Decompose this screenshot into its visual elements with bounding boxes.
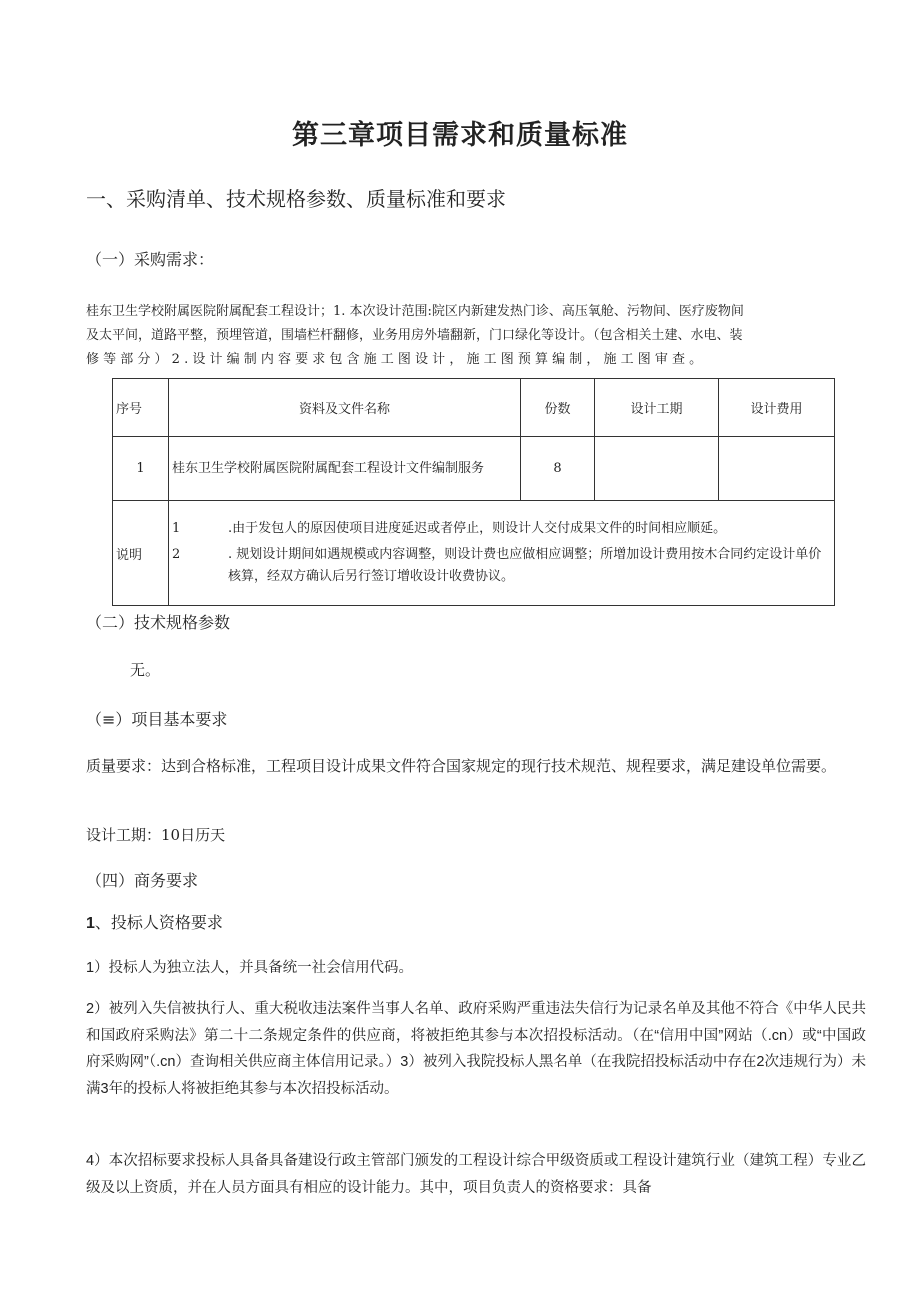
cell-design-fee [719,437,835,501]
quality-requirement: 质量要求：达到合格标准，工程项目设计成果文件符合国家规定的现行技术规范、规程要求，满足建设单位需要。 [86,757,837,775]
header-serial: 序号 [113,379,169,437]
note-content [169,501,835,606]
table-header-row [113,379,835,437]
item-number: 1 [86,915,95,932]
subheading-business-requirements: （四）商务要求 [86,871,199,890]
intro-line-1: 桂东卫生学校附属医院附属配套工程设计；1. 本次设计范围:院区内新建发热门诊、高压氧舱、污物间、医疗废物间 [86,304,744,319]
intro-paragraph [86,300,866,372]
subheading-technical-specs: （二）技术规格参数 [86,613,231,632]
note-text: .由于发包人的原因使项目进度延迟或者停止，则设计人交付成果文件的时间相应顺延。 [228,521,727,536]
note-number: 1 [172,521,181,536]
note-item [172,544,831,588]
cell-serial: 1 [113,437,169,501]
header-design-period: 设计工期 [595,379,719,437]
requirement-2: 2）被列入失信被执行人、重大税收违法案件当事人名单、政府采购严重违法失信行为记录名单及其他不符合《中华人民共和国政府采购法》第二十二条规定条件的供应商，将被拒绝其参与本次招投标活动。（在“信用中国”网站（.cn）或“中国政府采购网”（.cn）查询相关供应商主体信用记录。）3）被列入我院投标人黑名单（在我院招投标活动中存在2次违规行为）未满3年的投标人将被拒绝其参与本次招投标活动。 [86,1001,866,1097]
note-text: . 规划设计期间如遇规模或内容调整，则设计费也应做相应调整；所增加设计费用按木合同约定设计单价核算，经双方确认后另行签订增收设计收费协议。 [228,547,822,584]
note-item [172,518,831,540]
intro-line-2: 及太平间，道路平整，预埋管道，围墙栏杆翻修，业务用房外墙翻新，门口绿化等设计。（包含相关土建、水电、装 [86,328,743,343]
procurement-table [112,378,835,606]
requirement-1: 1）投标人为独立法人，并具备统一社会信用代码。 [86,960,414,976]
requirement-4: 4）本次招标要求投标人具备具备建设行政主管部门颁发的工程设计综合甲级资质或工程设计建筑行业（建筑工程）专业乙级及以上资质，并在人员方面具有相应的设计能力。其中，项目负责人的资格要求：具备 [86,1153,866,1196]
cell-document-name: 桂东卫生学校附属医院附属配套工程设计文件编制服务 [169,437,521,501]
section-heading-procurement: 一、采购清单、技术规格参数、质量标准和要求 [86,187,506,211]
header-document-name: 资料及文件名称 [169,379,521,437]
item-title: 、投标人资格要求 [94,913,223,932]
header-design-fee: 设计费用 [719,379,835,437]
note-number: 2 [172,547,181,562]
chapter-title: 第三章项目需求和质量标准 [292,120,628,151]
table-row [113,437,835,501]
subheading-basic-requirements: （≡）项目基本要求 [86,710,228,729]
design-period: 设计工期：10日历天 [86,826,226,844]
table-note-row [113,501,835,606]
cell-design-period [595,437,719,501]
subheading-procurement-needs: （一）采购需求： [86,250,215,269]
technical-specs-text: 无。 [130,661,161,679]
cell-copies: 8 [521,437,595,501]
intro-line-3: 修 等 部 分 ） 2 . 设 计 编 制 内 容 要 求 包 含 施 工 图 设 计 ， 施 工 图 预 算 编 制 ， 施 工 图 审 查 。 [86,352,703,367]
bidder-qualification-heading [86,910,866,936]
note-label: 说明 [113,501,169,606]
header-copies: 份数 [521,379,595,437]
